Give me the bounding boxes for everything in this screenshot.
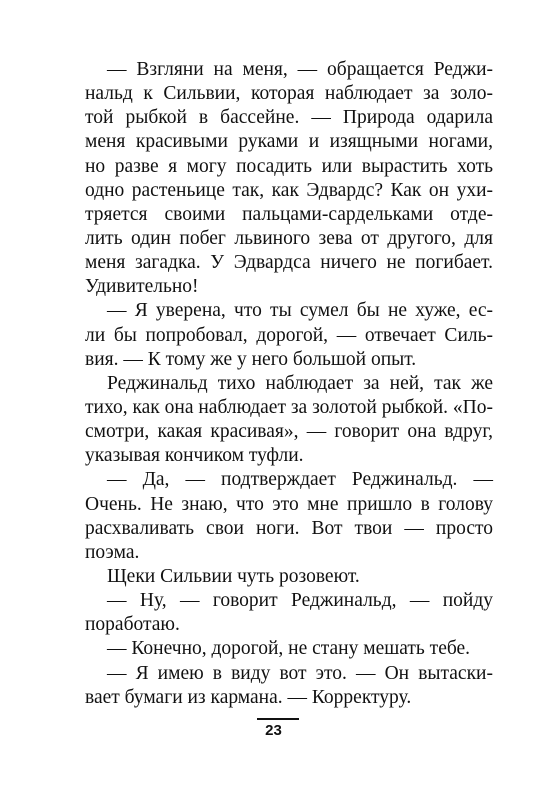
text-line: — Да, — подтверждает Реджинальд. —	[107, 469, 493, 491]
text-line: поработаю.	[85, 614, 180, 636]
text-line: смотри, какая красивая», — говорит она вдруг,	[85, 421, 493, 443]
page-number-rule	[257, 718, 299, 720]
text-line: лить один побег львиного зева от другого, для	[85, 227, 493, 249]
text-line: той рыбкой в бассейне. — Природа одарила	[85, 107, 493, 129]
text-line: Очень. Не знаю, что это мне пришло в голову	[85, 493, 493, 515]
text-line: ли бы попробовал, дорогой, — отвечает Силь-	[85, 324, 493, 346]
text-line: Удивительно!	[85, 276, 199, 298]
text-line: меня красивыми руками и изящными ногами,	[85, 131, 493, 153]
body-text	[85, 58, 493, 710]
text-line: Реджинальд тихо наблюдает за ней, так же	[107, 372, 493, 394]
text-line: — Ну, — говорит Реджинальд, — пойду	[107, 590, 493, 612]
text-line: но разве я могу посадить или вырастить хоть	[85, 155, 493, 177]
text-line: нальд к Сильвии, которая наблюдает за золо-	[85, 83, 493, 105]
text-line: вает бумаги из кармана. — Корректуру.	[85, 686, 412, 708]
text-line: — Взгляни на меня, — обращается Реджи-	[107, 59, 493, 80]
text-line: тихо, как она наблюдает за золотой рыбкой. «По-	[85, 396, 493, 418]
text-line: одно растеньице так, как Эдвардс? Как он ухи-	[85, 179, 493, 201]
text-line: расхваливать свои ноги. Вот твои — просто	[85, 517, 493, 539]
text-line: указывая кончиком туфли.	[85, 445, 304, 467]
text-line: меня загадка. У Эдвардса ничего не погибает.	[85, 252, 493, 274]
text-line: поэма.	[85, 541, 140, 563]
text-line: вия. — К тому же у него большой опыт.	[85, 348, 417, 370]
text-line: — Конечно, дорогой, не стану мешать тебе.	[107, 638, 471, 660]
text-line: тряется своими пальцами-сардельками отде-	[85, 203, 493, 225]
text-line: — Я имею в виду вот это. — Он вытаски-	[107, 662, 493, 684]
page-number: 23	[265, 722, 282, 739]
text-line: Щеки Сильвии чуть розовеют.	[107, 565, 360, 587]
text-line: — Я уверена, что ты сумел бы не хуже, ес-	[107, 300, 493, 322]
